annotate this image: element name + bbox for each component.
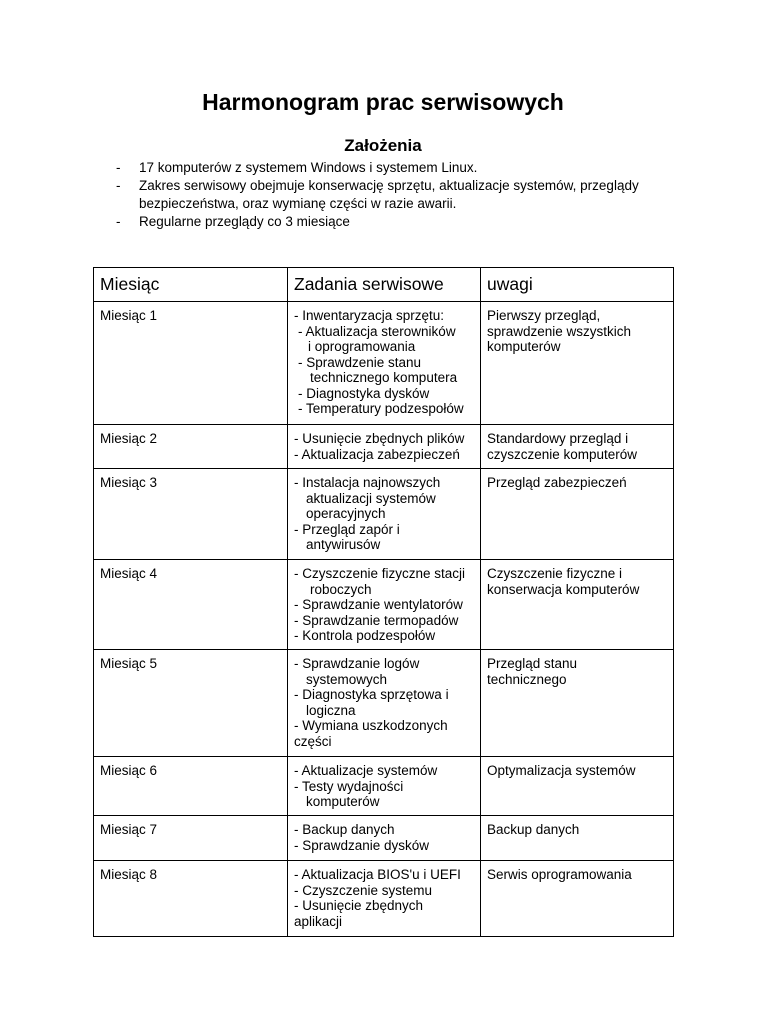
notes-cell bbox=[481, 469, 674, 560]
note-line: sprawdzenie wszystkich bbox=[487, 323, 632, 339]
task-line: części bbox=[294, 733, 332, 749]
note-line: Przegląd zabezpieczeń bbox=[487, 475, 627, 490]
tasks-cell bbox=[288, 302, 481, 425]
task-line: - Usunięcie zbędnych bbox=[294, 898, 424, 913]
task-line: - Wymiana uszkodzonych bbox=[294, 718, 448, 733]
task-line: - Sprawdzanie wentylatorów bbox=[294, 597, 463, 612]
task-line: - Sprawdzanie dysków bbox=[294, 837, 430, 853]
note-line: Pierwszy przegląd, bbox=[487, 308, 601, 323]
assumption-text: Regularne przeglądy co 3 miesiące bbox=[139, 214, 350, 229]
task-line: technicznego komputera bbox=[310, 370, 458, 385]
table-row bbox=[94, 650, 674, 757]
note-line: technicznego bbox=[487, 671, 567, 687]
task-line: operacyjnych bbox=[306, 506, 386, 521]
month-cell: Miesiąc 1 bbox=[94, 302, 288, 425]
task-line: - Aktualizacje systemów bbox=[294, 763, 438, 778]
task-line: aplikacji bbox=[294, 913, 343, 929]
list-item bbox=[116, 159, 676, 177]
month-cell: Miesiąc 8 bbox=[94, 861, 288, 937]
tasks-cell bbox=[288, 560, 481, 650]
task-line: - Inwentaryzacja sprzętu: bbox=[294, 308, 445, 323]
month-cell: Miesiąc 2 bbox=[94, 425, 288, 469]
table-row bbox=[94, 861, 674, 937]
note-line: czyszczenie komputerów bbox=[487, 446, 638, 462]
table-row bbox=[94, 560, 674, 650]
month-cell: Miesiąc 4 bbox=[94, 560, 288, 650]
column-header-notes: uwagi bbox=[481, 268, 674, 302]
notes-cell bbox=[481, 425, 674, 469]
notes-cell bbox=[481, 650, 674, 757]
table-row bbox=[94, 425, 674, 469]
note-line: Serwis oprogramowania bbox=[487, 867, 632, 882]
table-row bbox=[94, 757, 674, 816]
task-line: - Sprawdzanie logów bbox=[294, 656, 420, 671]
table-row bbox=[94, 816, 674, 861]
table-header-row bbox=[94, 268, 674, 302]
task-line: aktualizacji systemów bbox=[306, 490, 436, 506]
task-line: - Czyszczenie fizyczne stacji bbox=[294, 566, 466, 581]
note-line: konserwacja komputerów bbox=[487, 581, 640, 597]
task-line: - Diagnostyka sprzętowa i bbox=[294, 687, 449, 702]
task-line: roboczych bbox=[310, 581, 372, 597]
list-item bbox=[116, 213, 676, 231]
note-line: Optymalizacja systemów bbox=[487, 763, 636, 778]
bullet-dash: - bbox=[116, 178, 121, 193]
task-line: - Temperatury podzespołów bbox=[298, 401, 464, 416]
month-cell: Miesiąc 5 bbox=[94, 650, 288, 757]
task-line: - Testy wydajności bbox=[294, 778, 404, 794]
list-item bbox=[116, 177, 676, 213]
task-line: - Czyszczenie systemu bbox=[294, 882, 433, 898]
task-line: komputerów bbox=[306, 794, 380, 809]
notes-cell bbox=[481, 757, 674, 816]
tasks-cell bbox=[288, 425, 481, 469]
assumptions-heading: Założenia bbox=[344, 136, 422, 155]
note-line: Przegląd stanu bbox=[487, 656, 578, 671]
task-line: - Aktualizacja zabezpieczeń bbox=[294, 446, 460, 462]
schedule-table bbox=[93, 267, 674, 937]
tasks-cell bbox=[288, 861, 481, 937]
notes-cell bbox=[481, 861, 674, 937]
tasks-cell bbox=[288, 469, 481, 560]
task-line: logiczna bbox=[306, 702, 356, 718]
bullet-dash: - bbox=[116, 160, 121, 175]
month-cell: Miesiąc 7 bbox=[94, 816, 288, 861]
notes-cell bbox=[481, 816, 674, 861]
task-line: antywirusów bbox=[306, 537, 381, 552]
notes-cell bbox=[481, 560, 674, 650]
task-line: - Aktualizacja BIOS'u i UEFI bbox=[294, 867, 461, 882]
task-line: - Kontrola podzespołów bbox=[294, 628, 436, 643]
task-line: - Aktualizacja sterowników bbox=[298, 323, 456, 339]
month-cell: Miesiąc 3 bbox=[94, 469, 288, 560]
task-line: systemowych bbox=[306, 671, 388, 687]
note-line: Backup danych bbox=[487, 822, 580, 837]
page-title: Harmonogram prac serwisowych bbox=[202, 89, 564, 115]
notes-cell bbox=[481, 302, 674, 425]
table-row bbox=[94, 469, 674, 560]
tasks-cell bbox=[288, 816, 481, 861]
column-header-tasks: Zadania serwisowe bbox=[288, 268, 481, 302]
task-line: - Diagnostyka dysków bbox=[298, 385, 430, 401]
month-cell: Miesiąc 6 bbox=[94, 757, 288, 816]
tasks-cell bbox=[288, 757, 481, 816]
task-line: - Instalacja najnowszych bbox=[294, 475, 441, 490]
task-line: - Sprawdzanie termopadów bbox=[294, 612, 459, 628]
note-line: Czyszczenie fizyczne i bbox=[487, 566, 623, 581]
task-line: - Sprawdzenie stanu bbox=[298, 354, 422, 370]
assumption-text: Zakres serwisowy obejmuje konserwację sprzętu, aktualizacje systemów, przeglądy bezpieczeństwa, oraz wymianę części w razie awarii. bbox=[139, 178, 639, 211]
assumptions-list bbox=[116, 159, 676, 231]
note-line: komputerów bbox=[487, 339, 561, 354]
assumption-text: 17 komputerów z systemem Windows i systemem Linux. bbox=[139, 160, 478, 175]
note-line: Standardowy przegląd i bbox=[487, 431, 629, 446]
task-line: i oprogramowania bbox=[308, 339, 416, 354]
task-line: - Usunięcie zbędnych plików bbox=[294, 431, 465, 446]
tasks-cell bbox=[288, 650, 481, 757]
task-line: - Przegląd zapór i bbox=[294, 521, 400, 537]
bullet-dash: - bbox=[116, 214, 121, 229]
table-row bbox=[94, 302, 674, 425]
task-line: - Backup danych bbox=[294, 822, 395, 837]
column-header-month: Miesiąc bbox=[94, 268, 288, 302]
